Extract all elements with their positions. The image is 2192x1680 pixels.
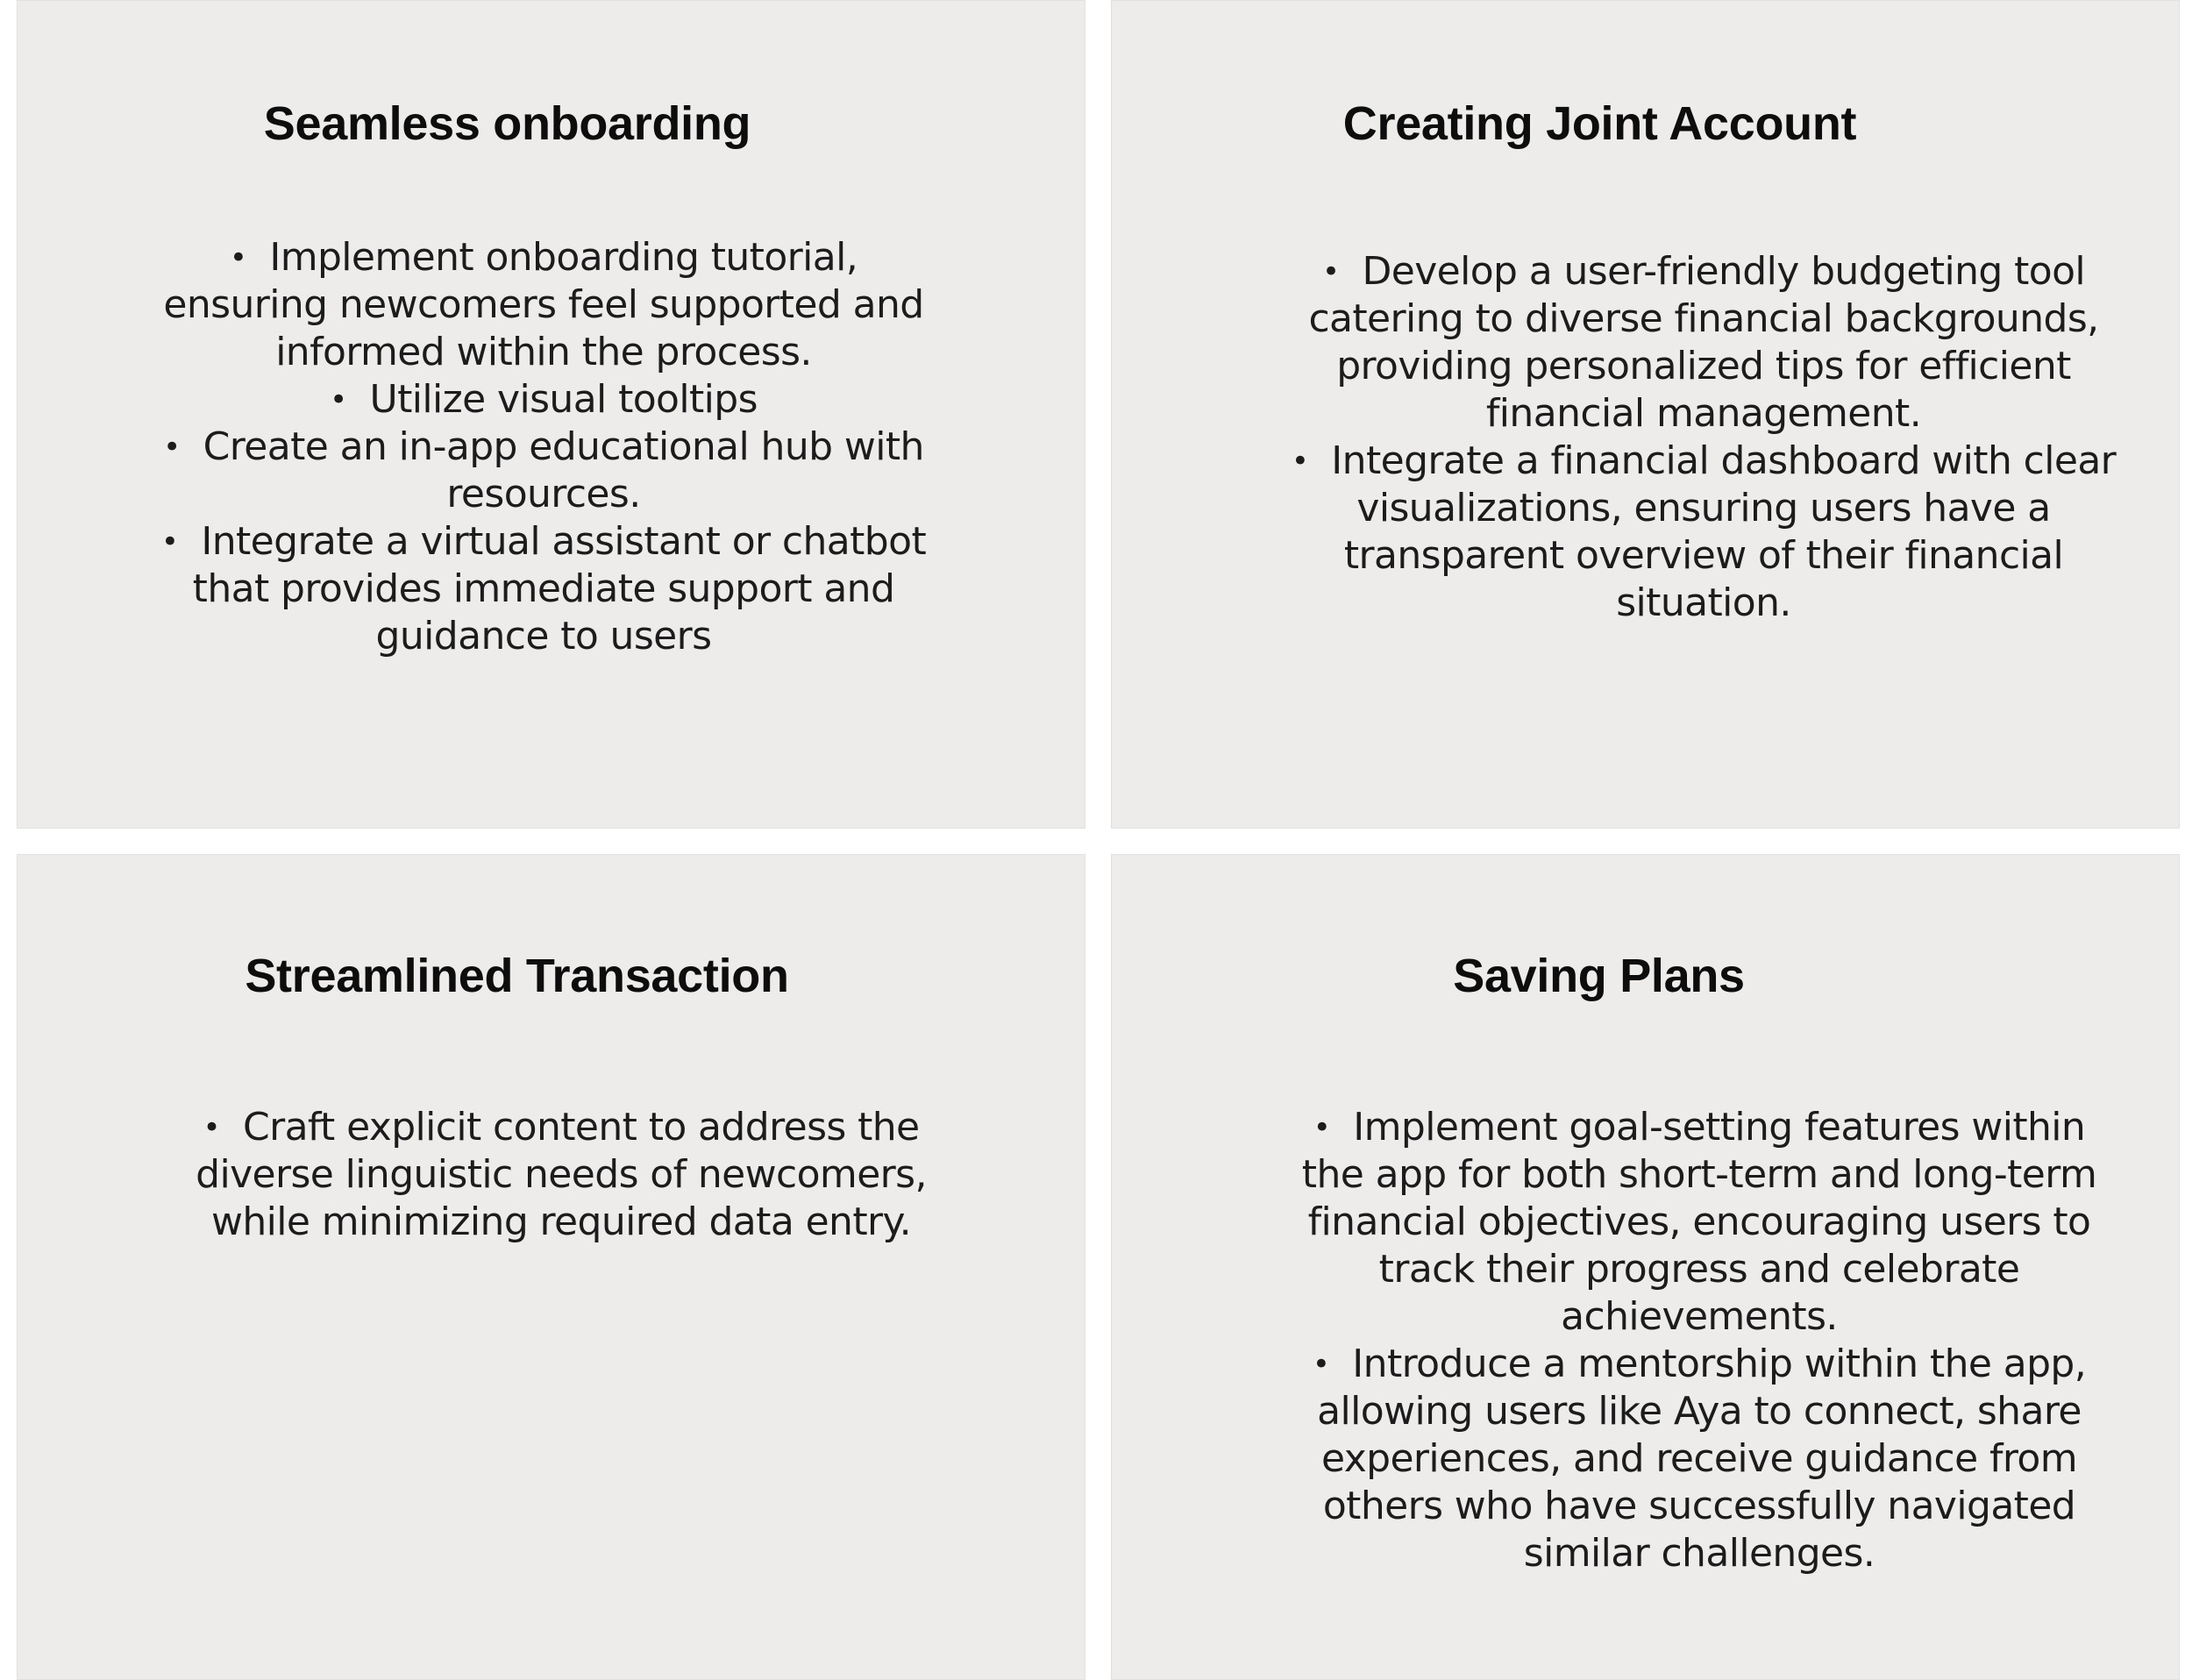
bullet-item: • Utilize visual tooltips xyxy=(149,376,938,424)
bullet-item: • Craft explicit content to address the diverse linguistic needs of newcomers, while minimizing required data entry. xyxy=(184,1104,938,1246)
card-creating-joint-account xyxy=(1111,0,2180,829)
bullet-item: • Integrate a financial dashboard with clear visualizations, ensuring users have a transparent overview of their financial situation. xyxy=(1265,438,2142,627)
card-streamlined-transaction xyxy=(17,854,1085,1680)
bullet-list xyxy=(184,1104,938,1246)
card-title: Creating Joint Account xyxy=(1342,97,1857,150)
bullet-list xyxy=(1265,248,2142,627)
card-title: Streamlined Transaction xyxy=(245,950,789,1002)
bullet-item: • Implement onboarding tutorial, ensuring newcomers feel supported and informed within the process. xyxy=(149,234,938,376)
card-title: Seamless onboarding xyxy=(263,97,751,150)
bullet-item: • Develop a user-friendly budgeting tool catering to diverse financial backgrounds, providing personalized tips for efficient financial management. xyxy=(1265,248,2142,438)
card-seamless-onboarding xyxy=(17,0,1085,829)
bullet-item: • Implement goal-setting features within the app for both short-term and long-term financial objectives, encouraging users to track their progress and celebrate achievements. xyxy=(1292,1104,2107,1341)
bullet-item: • Integrate a virtual assistant or chatbot that provides immediate support and guidance to users xyxy=(149,518,938,660)
bullet-list xyxy=(1292,1104,2107,1577)
bullet-list xyxy=(149,234,938,660)
card-title: Saving Plans xyxy=(1453,950,1745,1002)
card-saving-plans xyxy=(1111,854,2180,1680)
bullet-item: • Create an in-app educational hub with resources. xyxy=(149,424,938,518)
bullet-item: • Introduce a mentorship within the app, allowing users like Aya to connect, share experiences, and receive guidance from others who have successfully navigated similar challenges. xyxy=(1292,1341,2107,1577)
